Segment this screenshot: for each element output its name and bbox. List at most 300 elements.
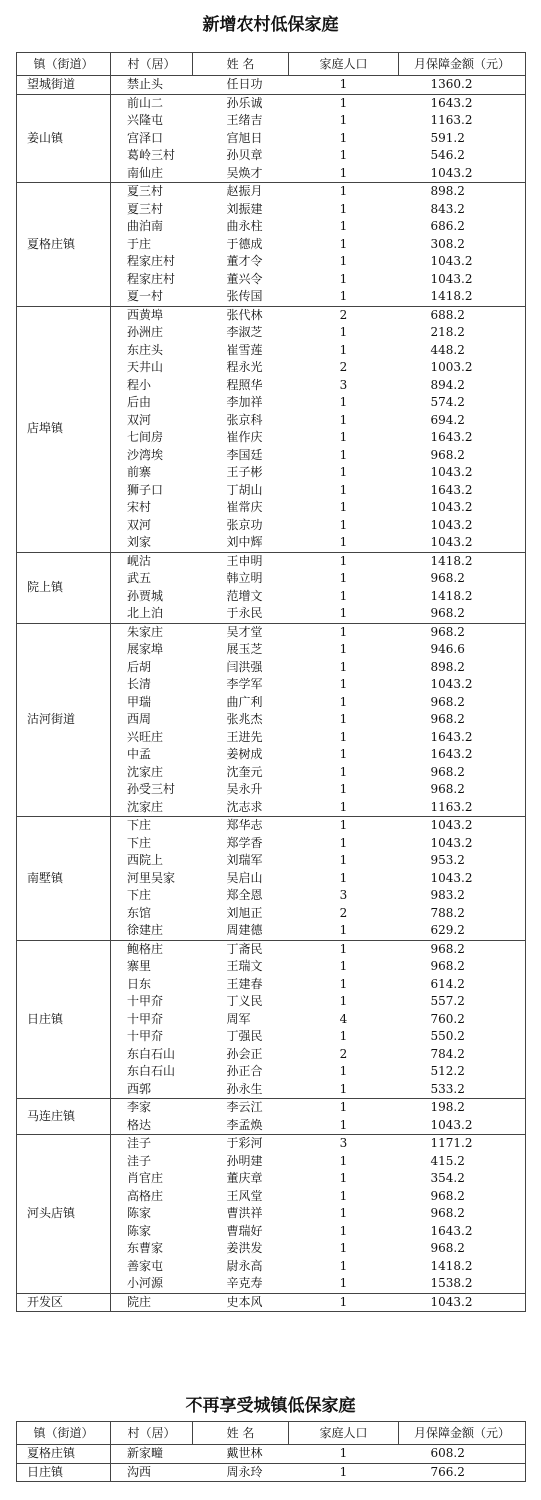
- name-cell: 王子彬: [226, 465, 263, 479]
- amount-cell: 629.2: [399, 922, 526, 940]
- village-cell: 前寨: [127, 465, 152, 479]
- name-cell: 范增文: [226, 588, 263, 603]
- village-cell: 七间房: [127, 430, 164, 444]
- household-cell: 1: [339, 870, 348, 885]
- village-cell: 西郭: [111, 1081, 193, 1099]
- village-cell: 西院上: [127, 853, 164, 867]
- name-cell: 王绪吉: [226, 113, 263, 127]
- village-cell: 日东: [127, 976, 152, 991]
- household-cell: 1: [339, 219, 348, 233]
- household-cell: 1: [339, 553, 348, 568]
- name-cell: 宫旭日: [226, 130, 263, 145]
- village-cell: 沈家庄: [127, 764, 164, 779]
- village-cell: 长清: [127, 677, 152, 691]
- amount-cell: 968.2: [430, 1241, 465, 1255]
- name-cell: 周建德: [193, 922, 289, 940]
- amount-cell: 1643.2: [430, 430, 473, 444]
- name-cell: 王申明: [226, 553, 263, 568]
- amount-cell: 198.2: [430, 1100, 465, 1114]
- col-header-household: 家庭人口: [289, 1422, 399, 1445]
- amount-cell: 1043.2: [430, 271, 473, 286]
- name-cell: 姜洪发: [226, 1241, 263, 1255]
- village-cell: 孙受三村: [127, 782, 176, 796]
- name-cell: 孙乐诚: [226, 95, 263, 110]
- name-cell: 沈志求: [193, 799, 289, 817]
- town-cell: 河头店镇: [17, 1135, 111, 1294]
- col-header-town: 镇（街道）: [17, 1422, 111, 1445]
- town-cell: 店埠镇: [17, 306, 111, 552]
- amount-cell: 968.2: [399, 605, 526, 623]
- household-cell: 1: [339, 465, 348, 479]
- amount-cell: 843.2: [430, 201, 465, 216]
- amount-cell: 1043.2: [430, 254, 473, 268]
- village-cell: 双河: [127, 412, 152, 427]
- household-cell: 1: [339, 325, 348, 339]
- household-cell: 1: [339, 571, 348, 585]
- village-cell: 沙湾埃: [127, 447, 164, 462]
- name-cell: 孙正合: [226, 1064, 263, 1078]
- name-cell: 刘振建: [226, 201, 263, 216]
- name-cell: 张代林: [226, 307, 263, 322]
- name-cell: 李加祥: [226, 395, 263, 409]
- household-cell: 1: [339, 1258, 348, 1273]
- amount-cell: 1418.2: [430, 588, 473, 603]
- table-row: [17, 1445, 526, 1464]
- village-cell: 兴隆屯: [127, 113, 164, 127]
- household-cell: 1: [339, 659, 348, 674]
- household-cell: 1: [339, 500, 348, 514]
- household-cell: 1: [339, 517, 348, 532]
- village-cell: 孙贾城: [127, 588, 164, 603]
- name-cell: 曹瑞好: [226, 1223, 263, 1238]
- village-cell: 展家埠: [127, 642, 164, 656]
- name-cell: 韩立明: [226, 571, 263, 585]
- household-cell: 3: [339, 1136, 348, 1150]
- household-cell: 1: [289, 799, 399, 817]
- amount-cell: 760.2: [430, 1011, 465, 1026]
- household-cell: 2: [339, 905, 348, 920]
- household-cell: 1: [339, 1064, 348, 1078]
- amount-cell: 1043.2: [399, 534, 526, 552]
- name-cell: 王瑞文: [226, 959, 263, 973]
- name-cell: 展玉芝: [226, 642, 263, 656]
- amount-cell: 1043.2: [430, 677, 473, 691]
- table-row: [17, 306, 526, 324]
- table-row: [17, 76, 526, 95]
- amount-cell: 898.2: [430, 184, 465, 198]
- name-cell: 孙贝章: [226, 148, 263, 162]
- name-cell: 李国廷: [226, 447, 263, 462]
- table-row: [17, 940, 526, 958]
- household-cell: 1: [339, 782, 348, 796]
- household-cell: 1: [339, 588, 348, 603]
- village-cell: 夏三村: [127, 201, 164, 216]
- amount-cell: 894.2: [430, 377, 465, 392]
- village-cell: 东白石山: [127, 1046, 176, 1061]
- name-cell: 吴永升: [226, 782, 263, 796]
- col-header-household: 家庭人口: [289, 53, 399, 76]
- household-cell: 1: [339, 835, 348, 850]
- town-cell: 日庄镇: [17, 1463, 111, 1482]
- village-cell: 东庄头: [127, 342, 164, 357]
- village-cell: 南仙庄: [111, 165, 193, 183]
- table-row: [17, 623, 526, 641]
- name-cell: 张兆杰: [226, 712, 263, 726]
- village-cell: 寨里: [127, 959, 152, 973]
- amount-cell: 1043.2: [399, 1293, 526, 1312]
- household-cell: 1: [339, 642, 348, 656]
- amount-cell: 354.2: [430, 1171, 465, 1185]
- village-cell: 肖官庄: [127, 1171, 164, 1185]
- household-cell: 1: [339, 271, 348, 286]
- amount-cell: 533.2: [399, 1081, 526, 1099]
- amount-cell: 1043.2: [430, 818, 473, 832]
- amount-cell: 968.2: [430, 1188, 465, 1203]
- village-cell: 禁止头: [111, 76, 193, 95]
- name-cell: 曲广利: [226, 694, 263, 709]
- amount-cell: 218.2: [430, 325, 465, 339]
- removed-urban-subsistence-table: [16, 1421, 526, 1482]
- amount-cell: 784.2: [430, 1046, 465, 1061]
- village-cell: 狮子口: [127, 482, 164, 497]
- name-cell: 戴世林: [193, 1445, 289, 1464]
- table-row: [17, 1099, 526, 1117]
- household-cell: 3: [339, 888, 348, 902]
- village-cell: 下庄: [127, 835, 152, 850]
- name-cell: 郑全恩: [226, 888, 263, 902]
- amount-cell: 1043.2: [399, 1117, 526, 1135]
- village-cell: 西周: [127, 712, 152, 726]
- amount-cell: 1643.2: [430, 482, 473, 497]
- household-cell: 1: [339, 1171, 348, 1185]
- name-cell: 闫洪强: [226, 659, 263, 674]
- household-cell: 2: [339, 360, 348, 374]
- name-cell: 曹洪祥: [226, 1206, 263, 1220]
- household-cell: 1: [339, 113, 348, 127]
- town-cell: 日庄镇: [17, 940, 111, 1099]
- amount-cell: 1538.2: [399, 1275, 526, 1293]
- household-cell: 1: [289, 922, 399, 940]
- household-cell: 1: [289, 1293, 399, 1312]
- amount-cell: 898.2: [430, 659, 465, 674]
- village-cell: 李家: [127, 1100, 152, 1114]
- household-cell: 1: [339, 395, 348, 409]
- amount-cell: 1043.2: [399, 165, 526, 183]
- amount-cell: 1163.2: [430, 113, 473, 127]
- village-cell: 中孟: [127, 747, 152, 761]
- amount-cell: 1163.2: [399, 799, 526, 817]
- amount-cell: 546.2: [430, 148, 465, 162]
- col-header-village: 村（居）: [111, 1422, 193, 1445]
- name-cell: 孙会正: [226, 1046, 263, 1061]
- amount-cell: 1360.2: [399, 76, 526, 95]
- amount-cell: 1418.2: [430, 553, 473, 568]
- name-cell: 程永光: [226, 360, 263, 374]
- col-header-amount: 月保障金额（元）: [399, 53, 526, 76]
- amount-cell: 308.2: [430, 236, 465, 251]
- amount-cell: 953.2: [430, 853, 465, 867]
- name-cell: 崔常庆: [226, 500, 263, 514]
- name-cell: 丁强民: [226, 1029, 263, 1043]
- name-cell: 郑学香: [226, 835, 263, 850]
- name-cell: 程照华: [226, 377, 263, 392]
- household-cell: 1: [289, 605, 399, 623]
- village-cell: 后胡: [127, 659, 152, 674]
- village-cell: 陈家: [127, 1223, 152, 1238]
- household-cell: 1: [339, 818, 348, 832]
- name-cell: 王进先: [226, 729, 263, 744]
- village-cell: 武五: [127, 571, 152, 585]
- household-cell: 1: [339, 747, 348, 761]
- town-cell: 开发区: [17, 1293, 111, 1312]
- amount-cell: 512.2: [430, 1064, 465, 1078]
- amount-cell: 1043.2: [430, 465, 473, 479]
- household-cell: 1: [339, 853, 348, 867]
- table1-title: 新增农村低保家庭: [202, 15, 339, 35]
- village-cell: 宋村: [127, 500, 152, 514]
- amount-cell: 968.2: [430, 782, 465, 796]
- household-cell: 1: [339, 1153, 348, 1168]
- town-cell: 姜山镇: [17, 94, 111, 183]
- household-cell: 1: [339, 1223, 348, 1238]
- village-cell: 夏一村: [111, 288, 193, 306]
- town-cell: 沽河街道: [17, 623, 111, 817]
- village-cell: 沈家庄: [111, 799, 193, 817]
- village-cell: 朱家庄: [127, 624, 164, 639]
- village-cell: 十甲夼: [127, 994, 164, 1008]
- amount-cell: 614.2: [430, 976, 465, 991]
- amount-cell: 686.2: [430, 219, 465, 233]
- village-cell: 洼子: [127, 1153, 152, 1168]
- household-cell: 2: [339, 1046, 348, 1061]
- name-cell: 吴启山: [226, 870, 263, 885]
- household-cell: 1: [339, 412, 348, 427]
- amount-cell: 574.2: [430, 395, 465, 409]
- town-cell: 南墅镇: [17, 817, 111, 941]
- village-cell: 下庄: [127, 888, 152, 902]
- table-row: [17, 1135, 526, 1153]
- amount-cell: 1418.2: [399, 288, 526, 306]
- village-cell: 高格庄: [127, 1188, 164, 1203]
- household-cell: 1: [339, 1241, 348, 1255]
- village-cell: 程家庄村: [127, 254, 176, 268]
- amount-cell: 415.2: [430, 1153, 465, 1168]
- name-cell: 姜树成: [226, 747, 263, 761]
- household-cell: 1: [289, 534, 399, 552]
- table-row: [17, 183, 526, 201]
- household-cell: 4: [339, 1011, 348, 1026]
- town-cell: 马连庄镇: [17, 1099, 111, 1135]
- amount-cell: 1043.2: [430, 517, 473, 532]
- amount-cell: 968.2: [430, 1206, 465, 1220]
- village-cell: 东白石山: [127, 1064, 176, 1078]
- household-cell: 1: [289, 1117, 399, 1135]
- village-cell: 十甲夼: [127, 1011, 164, 1026]
- amount-cell: 1171.2: [430, 1136, 473, 1150]
- amount-cell: 1643.2: [430, 729, 473, 744]
- name-cell: 丁斋民: [226, 941, 263, 956]
- name-cell: 张传国: [193, 288, 289, 306]
- village-cell: 东馆: [127, 905, 152, 920]
- village-cell: 孙洲庄: [127, 325, 164, 339]
- household-cell: 1: [339, 976, 348, 991]
- name-cell: 周军: [226, 1011, 251, 1026]
- table-header-row: [17, 1422, 526, 1445]
- village-cell: 洼子: [127, 1136, 152, 1150]
- village-cell: 新家疃: [111, 1445, 193, 1464]
- table2-title: 不再享受城镇低保家庭: [185, 1396, 356, 1416]
- amount-cell: 557.2: [430, 994, 465, 1008]
- village-cell: 程家庄村: [127, 271, 176, 286]
- household-cell: 1: [339, 95, 348, 110]
- amount-cell: 688.2: [430, 307, 465, 322]
- household-cell: 1: [339, 959, 348, 973]
- household-cell: 1: [339, 1100, 348, 1114]
- village-cell: 葛岭三村: [127, 148, 176, 162]
- household-cell: 1: [339, 1029, 348, 1043]
- name-cell: 吴焕才: [193, 165, 289, 183]
- village-cell: 曲泊南: [127, 219, 164, 233]
- household-cell: 1: [289, 1081, 399, 1099]
- village-cell: 天井山: [127, 360, 164, 374]
- name-cell: 孙永生: [193, 1081, 289, 1099]
- household-cell: 1: [339, 342, 348, 357]
- name-cell: 刘瑞军: [226, 853, 263, 867]
- village-cell: 善家屯: [127, 1258, 164, 1273]
- village-cell: 程小: [127, 377, 152, 392]
- village-cell: 夏三村: [127, 184, 164, 198]
- amount-cell: 694.2: [430, 412, 465, 427]
- household-cell: 1: [339, 130, 348, 145]
- amount-cell: 766.2: [399, 1463, 526, 1482]
- name-cell: 王建春: [226, 976, 263, 991]
- amount-cell: 968.2: [430, 959, 465, 973]
- name-cell: 史本风: [193, 1293, 289, 1312]
- village-cell: 徐建庄: [111, 922, 193, 940]
- name-cell: 刘旭正: [226, 905, 263, 920]
- town-cell: 夏格庄镇: [17, 1445, 111, 1464]
- amount-cell: 968.2: [430, 571, 465, 585]
- household-cell: 1: [339, 236, 348, 251]
- household-cell: 1: [339, 447, 348, 462]
- name-cell: 李孟焕: [193, 1117, 289, 1135]
- col-header-name: 姓 名: [193, 53, 289, 76]
- village-cell: 北上泊: [111, 605, 193, 623]
- town-cell: 夏格庄镇: [17, 183, 111, 307]
- village-cell: 后由: [127, 395, 152, 409]
- amount-cell: 968.2: [430, 694, 465, 709]
- name-cell: 丁胡山: [226, 482, 263, 497]
- table-row: [17, 1463, 526, 1482]
- name-cell: 崔雪莲: [226, 342, 263, 357]
- amount-cell: 1418.2: [430, 1258, 473, 1273]
- name-cell: 张京科: [226, 412, 263, 427]
- household-cell: 1: [339, 1206, 348, 1220]
- village-cell: 陈家: [127, 1206, 152, 1220]
- village-cell: 宫泽口: [127, 130, 164, 145]
- amount-cell: 448.2: [430, 342, 465, 357]
- name-cell: 张京功: [226, 517, 263, 532]
- village-cell: 双河: [127, 517, 152, 532]
- village-cell: 院庄: [111, 1293, 193, 1312]
- household-cell: 1: [289, 1463, 399, 1482]
- name-cell: 曲永柱: [226, 219, 263, 233]
- amount-cell: 946.6: [430, 642, 465, 656]
- village-cell: 岘沽: [127, 553, 152, 568]
- village-cell: 甲瑞: [127, 694, 152, 709]
- household-cell: 1: [339, 941, 348, 956]
- village-cell: 刘家: [111, 534, 193, 552]
- amount-cell: 591.2: [430, 130, 465, 145]
- village-cell: 东曹家: [127, 1241, 164, 1255]
- name-cell: 郑华志: [226, 818, 263, 832]
- name-cell: 孙明建: [226, 1153, 263, 1168]
- table-row: [17, 94, 526, 112]
- name-cell: 尉永高: [226, 1258, 263, 1273]
- amount-cell: 968.2: [430, 941, 465, 956]
- household-cell: 1: [339, 254, 348, 268]
- household-cell: 1: [339, 624, 348, 639]
- name-cell: 于彩河: [226, 1136, 263, 1150]
- name-cell: 李学军: [226, 677, 263, 691]
- household-cell: 1: [339, 184, 348, 198]
- amount-cell: 968.2: [430, 624, 465, 639]
- col-header-name: 姓 名: [193, 1422, 289, 1445]
- household-cell: 1: [339, 729, 348, 744]
- amount-cell: 1643.2: [430, 1223, 473, 1238]
- household-cell: 1: [339, 677, 348, 691]
- village-cell: 沟西: [111, 1463, 193, 1482]
- household-cell: 1: [339, 482, 348, 497]
- village-cell: 下庄: [127, 818, 152, 832]
- amount-cell: 550.2: [430, 1029, 465, 1043]
- village-cell: 兴旺庄: [127, 729, 164, 744]
- amount-cell: 1043.2: [430, 500, 473, 514]
- col-header-amount: 月保障金额（元）: [399, 1422, 526, 1445]
- name-cell: 于德成: [226, 236, 263, 251]
- new-rural-subsistence-table: [16, 52, 526, 1312]
- table-row: [17, 1293, 526, 1312]
- amount-cell: 608.2: [399, 1445, 526, 1464]
- household-cell: 1: [289, 165, 399, 183]
- amount-cell: 968.2: [430, 447, 465, 462]
- table-row: [17, 552, 526, 570]
- name-cell: 李云江: [226, 1100, 263, 1114]
- name-cell: 董庆章: [226, 1171, 263, 1185]
- amount-cell: 1043.2: [430, 835, 473, 850]
- name-cell: 刘中辉: [193, 534, 289, 552]
- village-cell: 西黄埠: [127, 307, 164, 322]
- amount-cell: 788.2: [430, 905, 465, 920]
- household-cell: 1: [339, 712, 348, 726]
- amount-cell: 983.2: [430, 888, 465, 902]
- name-cell: 赵振月: [226, 184, 263, 198]
- village-cell: 河里吴家: [127, 870, 176, 885]
- name-cell: 李淑芝: [226, 325, 263, 339]
- household-cell: 3: [339, 377, 348, 392]
- village-cell: 于庄: [127, 236, 152, 251]
- name-cell: 任日功: [193, 76, 289, 95]
- name-cell: 辛克寿: [193, 1275, 289, 1293]
- amount-cell: 968.2: [430, 764, 465, 779]
- name-cell: 吴才堂: [226, 624, 263, 639]
- col-header-town: 镇（街道）: [17, 53, 111, 76]
- household-cell: 1: [289, 1445, 399, 1464]
- amount-cell: 1043.2: [430, 870, 473, 885]
- amount-cell: 1003.2: [430, 360, 473, 374]
- village-cell: 格达: [111, 1117, 193, 1135]
- name-cell: 董兴令: [226, 271, 263, 286]
